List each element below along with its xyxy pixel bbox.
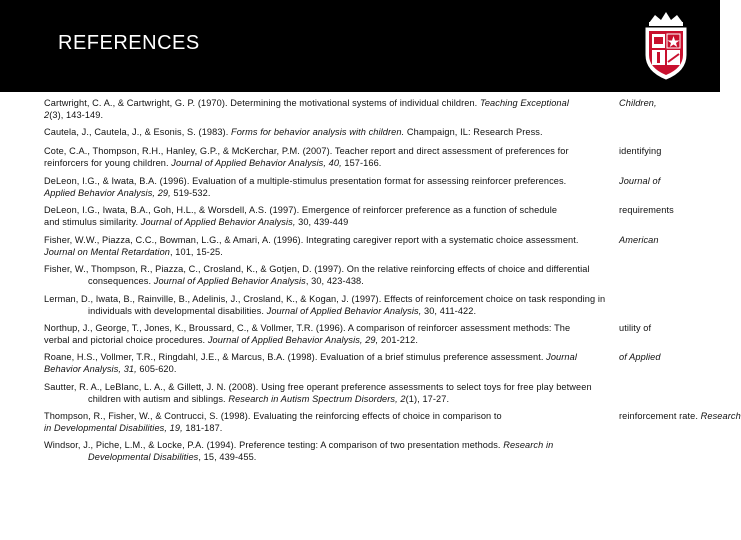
reference-text: 201-212. (378, 334, 419, 345)
reference-text: verbal and pictorial choice procedures. (44, 334, 208, 345)
reference-text: Sautter, R. A., LeBlanc, L. A., & Gillett, J. N. (2008). Using free operant preference assessments to select toys for free play between (44, 382, 592, 392)
reference-entry (44, 264, 590, 287)
reference-text: reinforcement rate. (619, 411, 701, 421)
reference-line-2 (44, 423, 502, 435)
reference-line-2 (44, 110, 569, 122)
reference-line-1 (44, 205, 557, 217)
reference-line-2 (44, 306, 605, 318)
reference-italic-text: Research (700, 411, 741, 421)
reference-line-1 (44, 235, 579, 247)
reference-text: Fisher, W., Thompson, R., Piazza, C., Crosland, K., & Gotjen, D. (1997). On the relative reinforcing effects of choice and differential (44, 264, 590, 274)
reference-text: of Applied (619, 352, 661, 362)
reference-italic-text: Teaching Exceptional (479, 98, 569, 108)
reference-entry (44, 176, 661, 199)
reference-italic-text: Behavior Analysis, 31, (44, 363, 137, 374)
reference-italic-text: Journal (546, 352, 577, 362)
reference-text: reinforcers for young children. (44, 157, 172, 168)
reference-text: Children, (619, 98, 657, 108)
reference-entry (44, 323, 652, 346)
reference-line-end (619, 205, 674, 217)
page-title: REFERENCES (58, 32, 200, 54)
reference-text: Thompson, R., Fisher, W., & Contrucci, S. (1998). Evaluating the reinforcing effects of choice in comparison to (44, 411, 502, 421)
reference-text: (3), 143-149. (49, 109, 104, 120)
reference-line-end (619, 146, 661, 158)
reference-line-end (619, 411, 741, 423)
reference-italic-text: Journal of Applied Behavior Analysis (153, 275, 306, 286)
reference-text: Lerman, D., Iwata, B., Rainville, B., Adelinis, J., Crosland, K., & Kogan, J. (1997). Effects of reinforcement choice on task responding in (44, 294, 606, 304)
reference-entry (44, 235, 659, 258)
reference-line-2 (44, 217, 557, 229)
reference-text: 519-532. (170, 187, 211, 198)
reference-entry (44, 440, 553, 463)
reference-text: Fisher, W.W., Piazza, C.C., Bowman, L.G., & Amari, A. (1996). Integrating caregiver report with a systematic choice assessment. (44, 235, 579, 245)
reference-entry (44, 352, 661, 375)
reference-text: (1), 17-27. (405, 393, 450, 404)
reference-line-1 (44, 352, 577, 364)
reference-text: , 15, 439-455. (198, 451, 257, 462)
reference-line-2 (44, 335, 570, 347)
reference-entry (44, 98, 657, 121)
reference-line-2 (44, 276, 590, 288)
reference-line-end (619, 235, 659, 247)
reference-text: 605-620. (136, 363, 177, 374)
reference-text: Journal of (619, 176, 661, 186)
reference-line-1 (44, 382, 592, 394)
reference-line-1 (44, 323, 570, 335)
reference-text: 30, 439-449 (295, 216, 349, 227)
reference-line-1 (44, 264, 590, 276)
reference-line-end (619, 323, 651, 335)
reference-entry (44, 411, 741, 434)
reference-text: 30, 411-422. (421, 305, 477, 316)
reference-text: Cartwright, C. A., & Cartwright, G. P. (1970). Determining the motivational systems of individual children. (44, 98, 480, 108)
reference-italic-text: Research in (503, 440, 554, 450)
reference-text: children with autism and siblings. (88, 393, 229, 404)
reference-line-1 (44, 176, 566, 188)
reference-entry (44, 146, 662, 169)
reference-text: DeLeon, I.G., Iwata, B.A., Goh, H.L., & Worsdell, A.S. (1997). Emergence of reinforcer preference as a function of schedule (44, 205, 558, 215)
reference-italic-text: 2 (44, 109, 50, 120)
reference-line-1 (44, 127, 543, 139)
reference-italic-text: Forms for behavior analysis with children. (231, 127, 405, 137)
reference-line-1 (44, 440, 553, 452)
reference-italic-text: Journal of Applied Behavior Analysis, 29, (207, 334, 379, 345)
reference-line-2 (44, 188, 566, 200)
reference-text: identifying (619, 146, 662, 156)
reference-italic-text: Journal on Mental Retardation (44, 246, 170, 257)
reference-italic-text: Journal of Applied Behavior Analysis, (266, 305, 422, 316)
reference-italic-text: Applied Behavior Analysis, 29, (44, 187, 171, 198)
reference-italic-text: in Developmental Disabilities, 19, (44, 422, 183, 433)
reference-text: Roane, H.S., Vollmer, T.R., Ringdahl, J.E., & Marcus, B.A. (1998). Evaluation of a brief stimulus preference assessment. (44, 352, 547, 362)
reference-line-1 (44, 98, 569, 110)
reference-text: consequences. (88, 275, 154, 286)
reference-text: individuals with developmental disabilities. (88, 305, 267, 316)
reference-text: Champaign, IL: Research Press. (404, 127, 543, 137)
reference-line-2 (44, 364, 577, 376)
reference-entry (44, 382, 592, 405)
university-shield-logo-icon (641, 9, 691, 81)
reference-text: Cote, C.A., Thompson, R.H., Hanley, G.P., & McKerchar, P.M. (2007). Teacher report and direct assessment of preferences for (44, 146, 569, 156)
reference-text: American (619, 235, 659, 245)
reference-text: , 101, 15-25. (170, 246, 223, 257)
reference-text: 157-166. (341, 157, 382, 168)
reference-text: DeLeon, I.G., & Iwata, B.A. (1996). Evaluation of a multiple-stimulus presentation format for assessing reinforcer preferences. (44, 176, 567, 186)
reference-line-2 (44, 394, 592, 406)
reference-line-2 (44, 452, 553, 464)
reference-italic-text: Journal of Applied Behavior Analysis, (140, 216, 296, 227)
reference-line-end (619, 352, 661, 364)
reference-line-2 (44, 247, 579, 259)
reference-text: , 30, 423-438. (305, 275, 364, 286)
reference-text: Northup, J., George, T., Jones, K., Broussard, C., & Vollmer, T.R. (1996). A comparison of reinforcer assessment methods: The (44, 323, 571, 333)
reference-text: Cautela, J., Cautela, J., & Esonis, S. (1983). (44, 127, 232, 137)
reference-line-1 (44, 146, 569, 158)
reference-entry (44, 294, 605, 317)
reference-italic-text: Research in Autism Spectrum Disorders, 2 (228, 393, 406, 404)
reference-text: 181-187. (182, 422, 223, 433)
reference-line-1 (44, 411, 502, 423)
reference-entry (44, 205, 674, 228)
reference-line-2 (44, 158, 569, 170)
reference-text: utility of (619, 323, 652, 333)
reference-entry (44, 127, 543, 139)
reference-text: Windsor, J., Piche, L.M., & Locke, P.A. (1994). Preference testing: A comparison of two presentation methods. (44, 440, 504, 450)
slide-header (0, 0, 720, 92)
reference-italic-text: Journal of Applied Behavior Analysis, 40, (171, 157, 342, 168)
reference-text: requirements (619, 205, 674, 215)
reference-line-1 (44, 294, 605, 306)
reference-italic-text: Developmental Disabilities (88, 451, 199, 462)
reference-line-end (619, 176, 660, 188)
reference-text: and stimulus similarity. (44, 216, 141, 227)
reference-line-end (619, 98, 657, 110)
